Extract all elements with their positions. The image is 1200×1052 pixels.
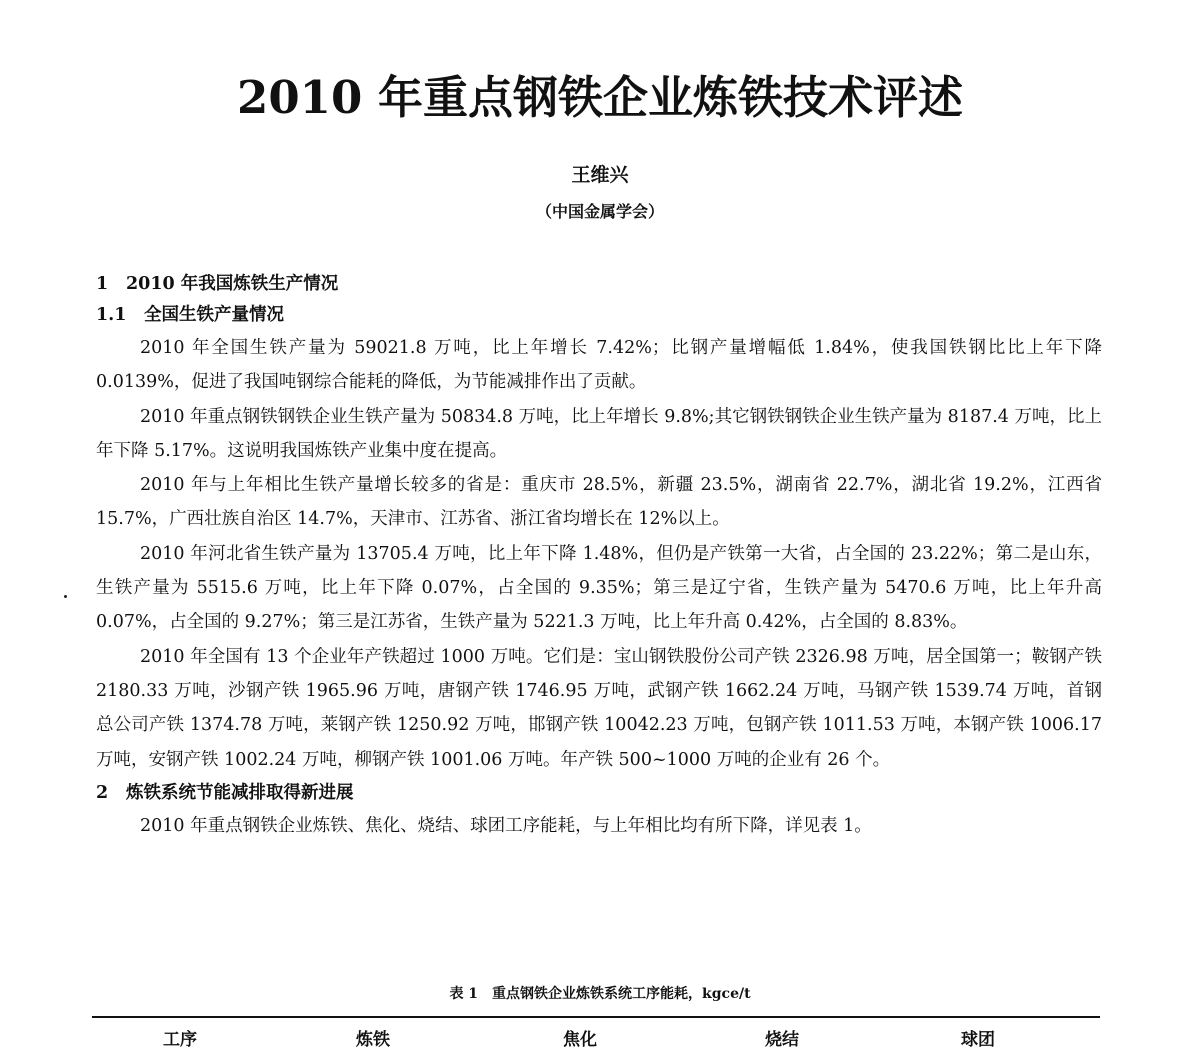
- section-number: 2: [96, 782, 109, 803]
- table-top-rule: [92, 1016, 1100, 1018]
- table-header-cell: 球团: [961, 1030, 995, 1050]
- author-name: 王维兴: [571, 164, 629, 186]
- section-number: 1: [96, 274, 109, 294]
- section-title: 全国生铁产量情况: [144, 305, 284, 325]
- scan-artifact-dot: [64, 595, 67, 598]
- section-title: 2010 年我国炼铁生产情况: [126, 274, 339, 294]
- paragraph: 2010 年与上年相比生铁产量增长较多的省是：重庆市 28.5%，新疆 23.5%，湖南省 22.7%，湖北省 19.2%，江西省 15.7%，广西壮族自治区 14.7%，天津市、江苏省、浙江省均增长在 12%以上。: [96, 475, 1102, 530]
- section-heading-1-1: [96, 299, 1102, 331]
- document-body: [96, 268, 1102, 843]
- table-header-row: [92, 1028, 1100, 1052]
- paper-title: 2010 年重点钢铁企业炼铁技术评述: [237, 71, 963, 124]
- table-header-cell: 炼铁: [356, 1030, 390, 1050]
- section-heading-1: [96, 268, 1102, 300]
- table-caption: 表 1 重点钢铁企业炼铁系统工序能耗，kgce/t: [449, 986, 751, 1002]
- table-header-cell: 烧结: [765, 1030, 799, 1050]
- section-title: 炼铁系统节能减排取得新进展: [126, 782, 354, 803]
- paragraph: 2010 年全国生铁产量为 59021.8 万吨，比上年增长 7.42%；比钢产量增幅低 1.84%，使我国铁钢比比上年下降 0.0139%，促进了我国吨钢综合能耗的降低，为节能减排作出了贡献。: [96, 338, 1102, 393]
- table-header-cell: 焦化: [563, 1030, 597, 1050]
- paragraph: 2010 年全国有 13 个企业年产铁超过 1000 万吨。它们是：宝山钢铁股份公司产铁 2326.98 万吨，居全国第一；鞍钢产铁 2180.33 万吨，沙钢产铁 1965.96 万吨，唐钢产铁 1746.95 万吨，武钢产铁 1662.24 万吨，马钢产铁 1539.74 万吨，首钢总公司产铁 1374.78 万吨，莱钢产铁 1250.92 万吨，邯钢产铁 10042.23 万吨，包钢产铁 1011.53 万吨，本钢产铁 1006.17 万吨，安钢产铁 1002.24 万吨，柳钢产铁 1001.06 万吨。年产铁 500~1000 万吨的企业有 26 个。: [96, 646, 1102, 770]
- table-header-cell: 工序: [163, 1030, 197, 1050]
- author-affiliation: （中国金属学会）: [535, 202, 664, 221]
- paragraph: 2010 年重点钢铁钢铁企业生铁产量为 50834.8 万吨，比上年增长 9.8%;其它钢铁钢铁企业生铁产量为 8187.4 万吨，比上年下降 5.17%。这说明我国炼铁产业集中度在提高。: [96, 406, 1102, 461]
- section-heading-2: [96, 777, 1102, 809]
- section-number: 1.1: [96, 305, 127, 325]
- paragraph: 2010 年重点钢铁企业炼铁、焦化、烧结、球团工序能耗，与上年相比均有所下降，详见表 1。: [140, 815, 872, 836]
- paragraph: 2010 年河北省生铁产量为 13705.4 万吨，比上年下降 1.48%，但仍是产铁第一大省，占全国的 23.22%；第二是山东，生铁产量为 5515.6 万吨，比上年下降 0.07%，占全国的 9.35%；第三是辽宁省，生铁产量为 5470.6 万吨，比上年升高 0.07%，占全国的 9.27%；第三是江苏省，生铁产量为 5221.3 万吨，比上年升高 0.42%，占全国的 8.83%。: [96, 543, 1102, 633]
